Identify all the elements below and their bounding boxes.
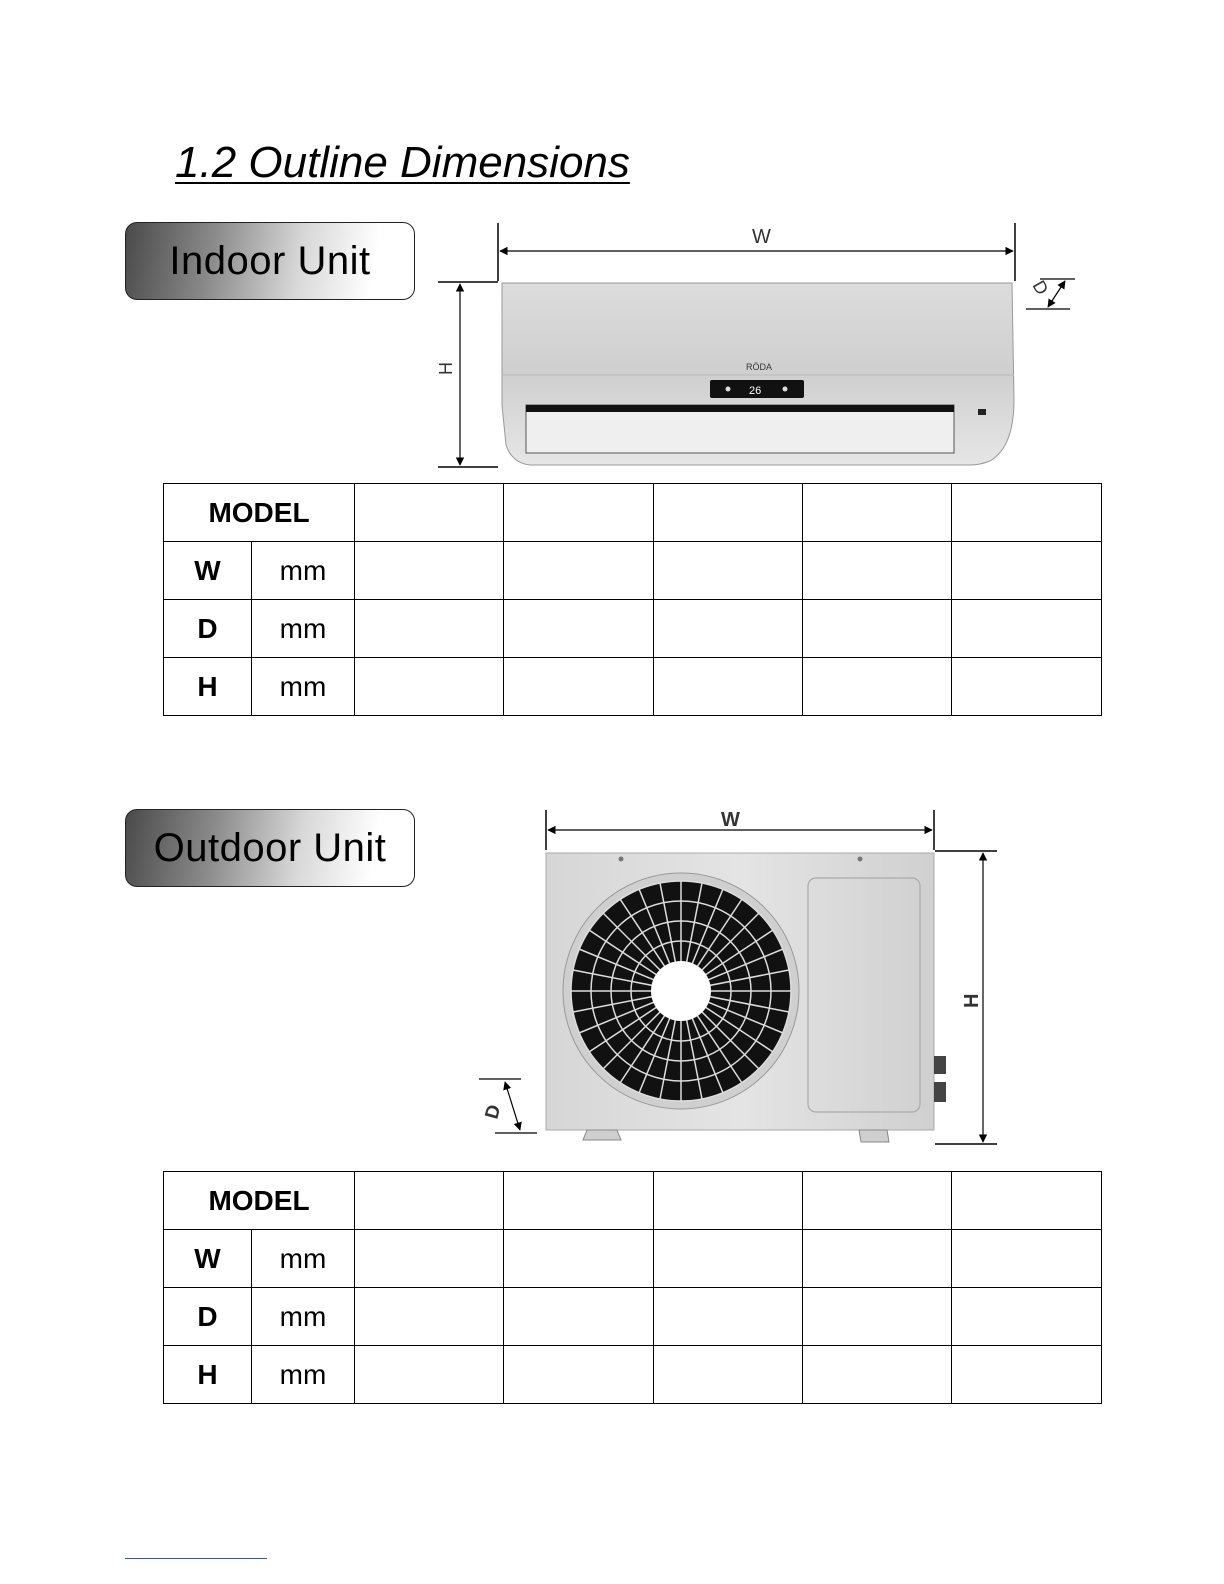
outdoor-d-dimension-line xyxy=(505,1082,520,1130)
indoor-unit-body xyxy=(502,283,1014,465)
model-cell xyxy=(504,484,654,542)
outdoor-unit-body xyxy=(546,853,946,1142)
table-row xyxy=(164,542,1102,600)
outdoor-d-label: D xyxy=(481,1102,506,1122)
value-cell xyxy=(504,658,654,716)
unit-label: mm xyxy=(252,658,355,716)
footer-rule xyxy=(125,1558,267,1559)
unit-label: mm xyxy=(252,542,355,600)
value-cell xyxy=(654,1288,803,1346)
table-row xyxy=(164,1346,1102,1404)
value-cell xyxy=(355,1346,504,1404)
model-cell xyxy=(355,1172,504,1230)
outdoor-fan-grille xyxy=(563,873,799,1109)
value-cell xyxy=(803,600,952,658)
value-cell xyxy=(952,600,1102,658)
value-cell xyxy=(952,658,1102,716)
dimension-label: W xyxy=(164,1230,252,1288)
value-cell xyxy=(803,542,952,600)
outdoor-service-valve-bottom xyxy=(934,1082,946,1102)
value-cell xyxy=(355,1288,504,1346)
model-cell xyxy=(952,484,1102,542)
indoor-sensor-icon xyxy=(978,409,986,415)
model-cell xyxy=(654,484,803,542)
indoor-w-label: W xyxy=(752,226,771,248)
page-title: 1.2 Outline Dimensions xyxy=(175,138,630,187)
unit-label: mm xyxy=(252,600,355,658)
outdoor-h-label: H xyxy=(961,993,983,1008)
value-cell xyxy=(355,600,504,658)
table-row xyxy=(164,600,1102,658)
table-row xyxy=(164,1172,1102,1230)
value-cell xyxy=(504,1288,654,1346)
indoor-display-value: 26 xyxy=(749,385,762,397)
model-cell xyxy=(952,1172,1102,1230)
unit-label: mm xyxy=(252,1346,355,1404)
model-cell xyxy=(355,484,504,542)
dimension-label: H xyxy=(164,1346,252,1404)
indoor-unit-badge: Indoor Unit xyxy=(125,222,415,300)
indoor-d-label: D xyxy=(1028,277,1053,299)
value-cell xyxy=(654,1346,803,1404)
value-cell xyxy=(355,542,504,600)
model-cell xyxy=(654,1172,803,1230)
value-cell xyxy=(803,1288,952,1346)
value-cell xyxy=(504,542,654,600)
value-cell xyxy=(504,1230,654,1288)
table-row xyxy=(164,484,1102,542)
value-cell xyxy=(952,1346,1102,1404)
outdoor-foot-left xyxy=(583,1130,621,1140)
indoor-air-outlet xyxy=(526,405,954,453)
value-cell xyxy=(803,658,952,716)
value-cell xyxy=(803,1230,952,1288)
dimension-label: D xyxy=(164,600,252,658)
dimension-label: H xyxy=(164,658,252,716)
value-cell xyxy=(355,658,504,716)
value-cell xyxy=(952,542,1102,600)
value-cell xyxy=(654,1230,803,1288)
indoor-unit-diagram xyxy=(430,215,1090,475)
outdoor-dimensions-table xyxy=(163,1171,1102,1404)
value-cell xyxy=(803,1346,952,1404)
outdoor-foot-right xyxy=(859,1130,889,1142)
dimension-label: W xyxy=(164,542,252,600)
value-cell xyxy=(504,1346,654,1404)
value-cell xyxy=(654,658,803,716)
value-cell xyxy=(952,1230,1102,1288)
indoor-dimensions-table xyxy=(163,483,1102,716)
unit-label: mm xyxy=(252,1288,355,1346)
model-cell xyxy=(504,1172,654,1230)
value-cell xyxy=(355,1230,504,1288)
value-cell xyxy=(504,600,654,658)
outdoor-w-label: W xyxy=(721,809,740,831)
outdoor-service-valve-top xyxy=(934,1056,946,1074)
table-row xyxy=(164,1230,1102,1288)
model-cell xyxy=(803,1172,952,1230)
unit-label: mm xyxy=(252,1230,355,1288)
value-cell xyxy=(654,600,803,658)
outdoor-unit-diagram xyxy=(475,800,1015,1155)
indoor-h-label: H xyxy=(436,362,456,375)
model-cell xyxy=(803,484,952,542)
outdoor-unit-badge: Outdoor Unit xyxy=(125,809,415,887)
model-header: MODEL xyxy=(164,484,355,542)
table-row xyxy=(164,658,1102,716)
indoor-brand-logo: RÖDA xyxy=(746,362,773,372)
value-cell xyxy=(654,542,803,600)
model-header: MODEL xyxy=(164,1172,355,1230)
value-cell xyxy=(952,1288,1102,1346)
table-row xyxy=(164,1288,1102,1346)
dimension-label: D xyxy=(164,1288,252,1346)
